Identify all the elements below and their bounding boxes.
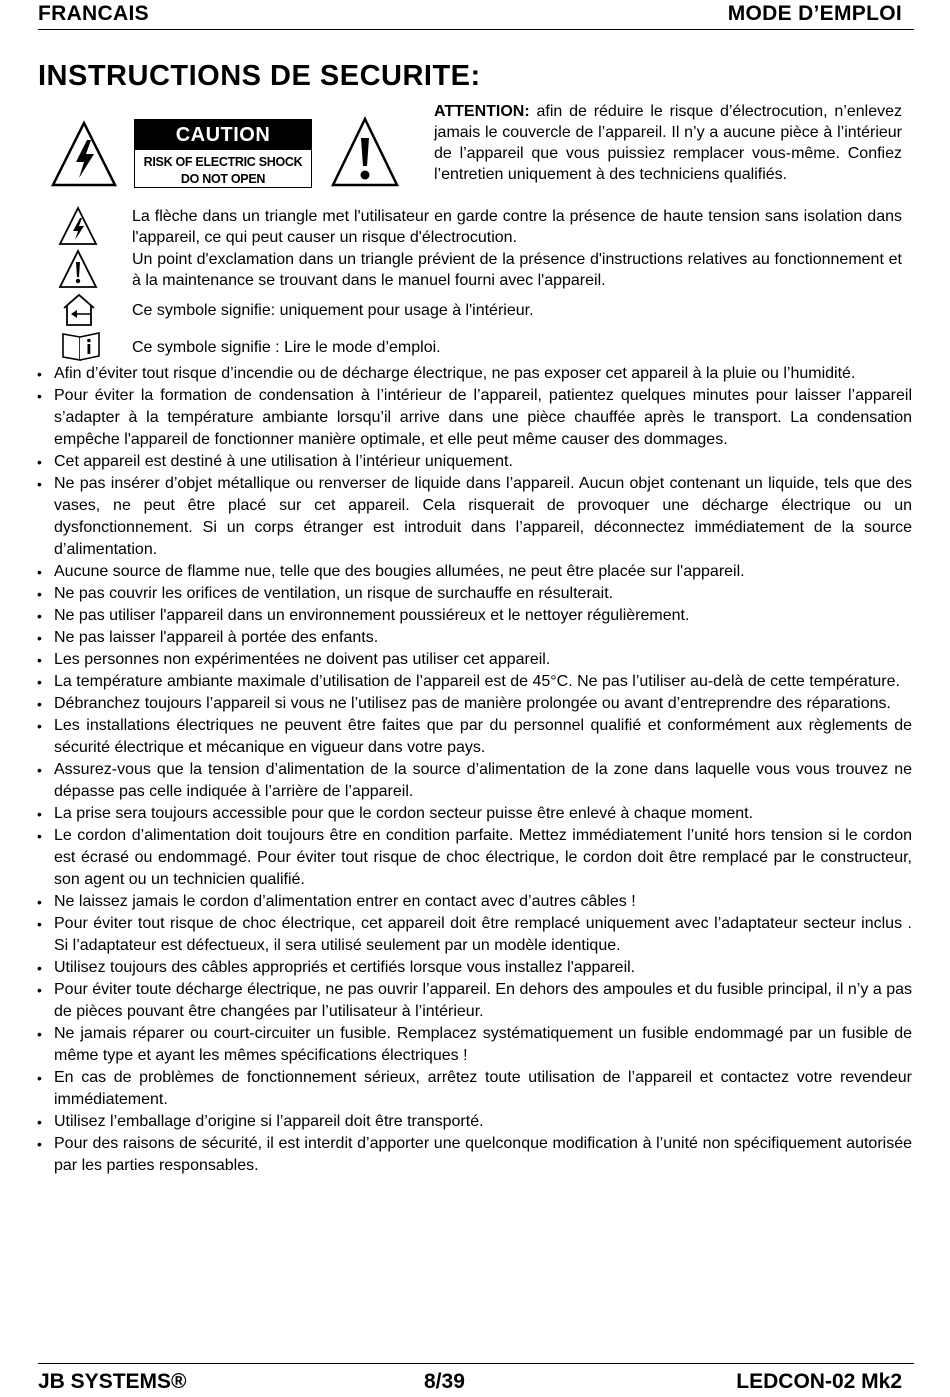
page-header <box>38 2 914 30</box>
lightning-triangle-icon <box>58 206 98 246</box>
caution-title: CAUTION <box>135 120 311 150</box>
header-doc-type: MODE D’EMPLOI <box>727 2 902 25</box>
attention-label: ATTENTION: <box>434 103 530 120</box>
list-item: • Ne jamais réparer ou court-circuiter un fusible. Remplacez systématiquement un fusible endommagé par un fusible de même type et ayant les mêmes spécifications électriques ! <box>38 1023 912 1067</box>
indoor-symbol-text: Ce symbole signifie: uniquement pour usage à l'intérieur. <box>132 302 534 319</box>
list-item: • Cet appareil est destiné à une utilisation à l’intérieur uniquement. <box>38 451 912 473</box>
list-item: • La prise sera toujours accessible pour que le cordon secteur puisse être enlevé à chaque moment. <box>38 803 912 825</box>
list-item: • Assurez-vous que la tension d’alimentation de la source d’alimentation de la zone dans laquelle vous vous trouvez ne dépasse pas celle indiquée à l’arrière de l’appareil. <box>38 759 912 803</box>
read-manual-icon <box>60 330 102 362</box>
high-voltage-warning-icon <box>50 120 118 188</box>
page-title: INSTRUCTIONS DE SECURITE: <box>38 60 481 92</box>
list-item: • Les installations électriques ne peuvent être faites que par du personnel qualifié et conformément aux règlements de sécurité électrique et mécanique en vigueur dans votre pays. <box>38 715 912 759</box>
list-item: • Ne laissez jamais le cordon d’alimentation entrer en contact avec d’autres câbles ! <box>38 891 912 913</box>
exclamation-warning-icon <box>330 116 400 188</box>
page-footer <box>38 1363 914 1393</box>
list-item: • Ne pas couvrir les orifices de ventilation, un risque de surchauffe en résulterait. <box>38 583 912 605</box>
caution-label <box>134 119 312 188</box>
list-item: • Utilisez l’emballage d’origine si l’appareil doit être transporté. <box>38 1111 912 1133</box>
list-item: • La température ambiante maximale d’utilisation de l’appareil est de 45°C. Ne pas l’utiliser au-delà de cette température. <box>38 671 912 693</box>
list-item: • Ne pas laisser l'appareil à portée des enfants. <box>38 627 912 649</box>
caution-line-2: DO NOT OPEN <box>180 172 266 186</box>
caution-line-1: RISK OF ELECTRIC SHOCK <box>143 155 303 169</box>
list-item: • Ne pas utiliser l'appareil dans un environnement poussiéreux et le nettoyer régulièrement. <box>38 605 912 627</box>
manual-symbol-text: Ce symbole signifie : Lire le mode d’emploi. <box>132 339 441 356</box>
footer-model: LEDCON-02 Mk2 <box>736 1370 902 1393</box>
list-item: • Afin d’éviter tout risque d’incendie ou de décharge électrique, ne pas exposer cet appareil à la pluie ou l’humidité. <box>38 363 912 385</box>
list-item: • Les personnes non expérimentées ne doivent pas utiliser cet appareil. <box>38 649 912 671</box>
list-item: • Ne pas insérer d’objet métallique ou renverser de liquide dans l’appareil. Aucun objet contenant un liquide, tels que des vases, ne peut être placé sur cet appareil. Cela risquerait de provoquer une décharge électrique ou un dysfonctionnement. Si un corps étranger est introduit dans l’appareil, déconnectez immédiatement de la source d’alimentation. <box>38 473 912 561</box>
list-item: • Débranchez toujours l’appareil si vous ne l’utilisez pas de manière prolongée ou avant d’entreprendre des réparations. <box>38 693 912 715</box>
header-language: FRANCAIS <box>38 2 149 25</box>
safety-instructions-list <box>38 363 912 1177</box>
attention-paragraph <box>434 101 902 185</box>
list-item: • Pour éviter toute décharge électrique, ne pas ouvrir l’appareil. En dehors des ampoules et du fusible principal, il n’y a pas de pièces pouvant être changées par l’utilisateur à l’intérieur. <box>38 979 912 1023</box>
footer-brand: JB SYSTEMS® <box>38 1370 187 1393</box>
indoor-use-icon <box>60 292 98 328</box>
list-item: • En cas de problèmes de fonctionnement sérieux, arrêtez toute utilisation de l’appareil et contactez votre revendeur immédiatement. <box>38 1067 912 1111</box>
footer-page-number: 8/39 <box>424 1370 465 1393</box>
lightning-symbol-text: La flèche dans un triangle met l'utilisateur en garde contre la présence de haute tension sans isolation dans l'appareil, ce qui peut causer un risque d'électrocution. <box>132 208 902 246</box>
list-item: • Pour éviter tout risque de choc électrique, cet appareil doit être remplacé uniquement avec l’adaptateur secteur inclus . Si l’adaptateur est défectueux, il sera utilisé seulement par un modèle identique. <box>38 913 912 957</box>
list-item: • Pour éviter la formation de condensation à l’intérieur de l’appareil, patientez quelques minutes pour laisser l’appareil s’adapter à la température ambiante lorsqu’il arrive dans une pièce chauffée après le transport. La condensation empêche l'appareil de fonctionner manière optimale, et elle peut même causer des dommages. <box>38 385 912 451</box>
exclamation-triangle-icon <box>58 249 98 289</box>
attention-text: afin de réduire le risque d’électrocution, n’enlevez jamais le couvercle de l’appareil. Il n’y a aucune pièce à l’intérieur de l’appareil que vous puissiez remplacer vous-même. Confiez l’entretien uniquement à des techniciens qualifiés. <box>434 103 902 183</box>
list-item: • Pour des raisons de sécurité, il est interdit d’apporter une quelconque modification à l’unité non spécifiquement autorisée par les parties responsables. <box>38 1133 912 1177</box>
exclamation-symbol-text: Un point d'exclamation dans un triangle prévient de la présence d'instructions relatives au fonctionnement et à la maintenance se trouvant dans le manuel fourni avec l'appareil. <box>132 251 902 289</box>
list-item: • Aucune source de flamme nue, telle que des bougies allumées, ne peut être placée sur l'appareil. <box>38 561 912 583</box>
list-item: • Utilisez toujours des câbles appropriés et certifiés lorsque vous installez l'appareil. <box>38 957 912 979</box>
list-item: • Le cordon d’alimentation doit toujours être en condition parfaite. Mettez immédiatement l’unité hors tension si le cordon est écrasé ou endommagé. Pour éviter tout risque de choc électrique, le cordon doit être remplacé par le constructeur, son agent ou un technicien qualifié. <box>38 825 912 891</box>
